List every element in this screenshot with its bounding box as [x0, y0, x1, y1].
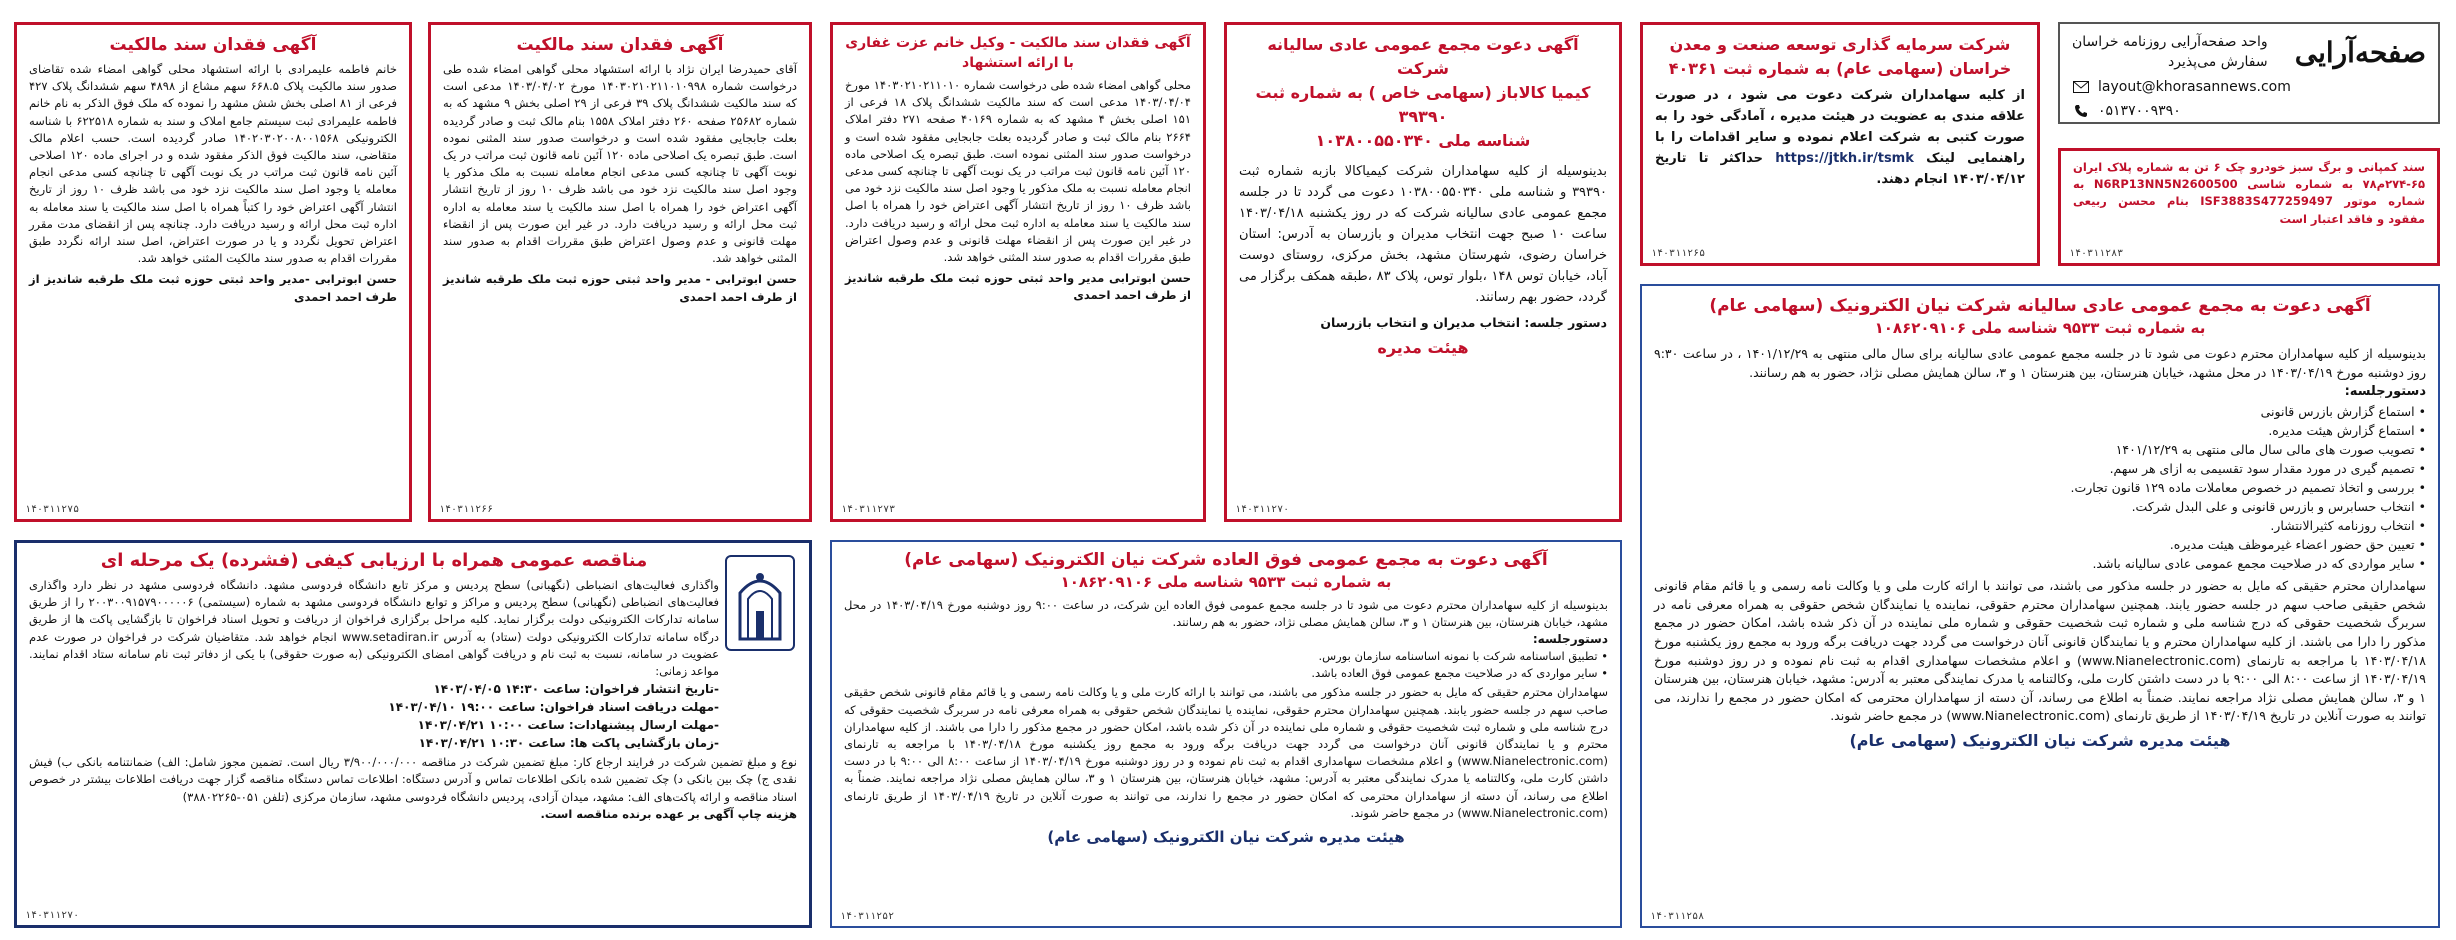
- tender-body: واگذاری فعالیت‌های انضباطی (نگهبانی) سطح پردیس و مرکز تابع دانشگاه فردوسی مشهد. دانشگاه فردوسی مشهد در نظر دارد واگذاری فعالیت‌های انضباطی (نگهبانی) سطح پردیس و مراکز و توابع دانشگاه فردوسی مشهد به شماره (سیستمی) ۲۰۰۳۰۰۹۱۵۷۹۰۰۰۰۰۶ را از طریق سامانه تدارکات الکترونیکی دولت برگزار نماید. کلیه مراحل برگزاری فراخوان از دریافت و تحویل اسناد فراخوان تا بازگشایی پاکت ها از طریق درگاه سامانه تدارکات الکترونیکی دولت (ستاد) به آدرس www.setadiran.ir انجام خواهد شد. متقاضیان شرکت در فراخوان در صورت عدم عضویت در سامانه، نسبت به ثبت نام و دریافت گواهی امضای الکترونیکی (به صورت حقوقی) با یکی از دفاتر ثبت نام سامانه ستاد اقدام نمایند. مواعد زمانی:: [29, 578, 719, 679]
- ad-code: ۱۴۰۳۱۱۲۶۵: [1651, 248, 1706, 259]
- nian-ordinary-meeting-ad: [1640, 284, 2440, 928]
- lost-vehicle-line1: سند کمپانی و برگ سبز خودرو چک ۶ تن به شماره پلاک ایران ۶۵-۲۷۴م۷۸ به شماره شاسی: [2073, 160, 2425, 192]
- lost-deed-1-sign: حسن ابوترابی مدیر واحد ثبتی حوزه ثبت ملک طرقبه شاندیز از طرف احمد احمدی: [845, 271, 1191, 303]
- lost-vehicle-text: [2073, 159, 2425, 228]
- ad-code: ۱۴۰۳۱۱۲۸۳: [2069, 248, 2124, 259]
- nian-extra-title: آگهی دعوت به مجمع عمومی فوق العاده شرکت نیان الکترونیک (سهامی عام): [904, 550, 1548, 570]
- tender-title: مناقصه عمومی همراه با ارزیابی کیفی (فشرده) یک مرحله ای: [100, 550, 648, 571]
- nian-extra-reg: به شماره ثبت ۹۵۳۳ شناسه ملی ۱۰۸۶۲۰۹۱۰۶: [1060, 573, 1392, 591]
- lost-deed-ad-3: [14, 22, 412, 522]
- kimia-signature: هیئت مدیره: [1377, 337, 1469, 357]
- lost-deed-ad-1: [830, 22, 1206, 522]
- lost-deed-3-title: آگهی فقدان سند مالکیت: [109, 35, 317, 55]
- layout-service-ad: [2058, 22, 2440, 124]
- kimia-title-1: آگهی دعوت مجمع عمومی عادی سالیانه شرکت: [1267, 35, 1579, 78]
- nian-extraordinary-meeting-ad: [830, 540, 1622, 928]
- nian-extra-signature: هیئت مدیره شرکت نیان الکترونیک (سهامی عام): [1047, 828, 1405, 847]
- tender-date-label: -مهلت دریافت اسناد فراخوان:: [539, 700, 719, 715]
- nian-ordinary-agenda-label: دستورجلسه:: [2344, 384, 2426, 400]
- email-row: [2072, 78, 2426, 96]
- email-text[interactable]: layout@khorasannews.com: [2098, 79, 2291, 95]
- nian-ordinary-signature: هیئت مدیره شرکت نیان الکترونیک (سهامی عام): [1849, 730, 2231, 750]
- lost-deed-3-body: خانم فاطمه علیمرادی با ارائه استشهاد محلی گواهی امضاء شده تقاضای صدور سند مالکیت پلاک ۶۶۸.۵ سهم مشاع از ۴۸۹۸ سهم ششدانگ پلاک ۴۲۷ فرعی از ۸۱ اصلی بخش شش مشهد را نموده که ملک فوق الذکر به نام خانم فاطمه علیمرادی ثبت سیستم جامع املاک و سند به شماره ۶۲۲۵۱۸ با شناسه الکترونیکی ۱۴۰۲۰۳۰۲۰۰۸۰۰۱۵۶۸ صادر گردیده است. حسب اعلام مالک متقاضی، سند مالکیت فوق الذکر مفقود شده و در اجرای ماده ۱۲۰ اصلاحی آئین نامه قانون ثبت مراتب در یک نوبت آگهی تا چنانچه کسی مدعی انجام معامله یا وجود اصل سند مالکیت نزد خود می باشد ظرف ۱۰ روز از تاریخ انتشار آگهی اعتراض خود را کتباً همراه با اصل سند مالکیت یا سند معامله به اداره ثبت محل ارائه و رسید دریافت دارد. چنانچه پس از انقضای مدت مقرر اعتراض تحویل نگردد و یا در صورت اعتراض، اصل سند ارائه نگردد طبق مقررات اقدام به صدور سند مالکیت المثنی خواهد شد.: [29, 62, 398, 266]
- agenda-item: • تصویب صورت های مالی سال مالی منتهی به ۱۴۰۱/۱۲/۲۹: [1654, 440, 2426, 459]
- university-logo-icon: [725, 555, 795, 651]
- tender-ad: [14, 540, 812, 928]
- lost-deed-1-body: محلی گواهی امضاء شده طی درخواست شماره ۱۴۰۳۰۲۱۰۲۱۱۰۱۰ مورخ ۱۴۰۳/۰۴/۰۴ مدعی است که سند مالکیت ششدانگ پلاک ۱۸ فرعی از ۱۵۱ اصلی بخش ۴ مشهد که به شماره ۴۰۱۶۹ صفحه ۲۷۱ دفتر املاک ۲۶۶۴ بنام مالک ثبت و صادر گردیده بعلت جابجایی مفقود شده است و درخواست صدور سند المثنی نموده است. طبق تبصره یک اصلاحی ماده ۱۲۰ آئین نامه قانون ثبت مراتب در یک نوبت آگهی تا چنانچه کسی مدعی انجام معامله نسبت به ملک مذکور یا وجود اصل سند مالکیت نزد خود می باشد ظرف ۱۰ روز از تاریخ انتشار آگهی اعتراض خود را همراه با اصل سند مالکیت یا سند معامله به اداره ثبت محل ارائه و رسید دریافت دارد. در غیر این صورت پس از انقضاء مهلت قانونی و عدم وصول اعتراض طبق مقررات اقدام به صدور سند المثنی خواهد شد.: [845, 78, 1192, 265]
- agenda-item: • تطبیق اساسنامه شرکت با نمونه اساسنامه سازمان بورس.: [844, 648, 1608, 665]
- mining-text: [1655, 85, 2025, 190]
- mining-text-main: از کلیه سهامداران شرکت دعوت می شود ، در صورت علاقه مندی به عضویت در هیئت مدیره ، آمادگی خود را به صورت کتبی به شرکت اعلام نموده و سایر اقدامات را با راهنمایی لینک: [1655, 88, 2026, 166]
- tender-date-row: [29, 698, 719, 716]
- mining-link[interactable]: https://jtkh.ir/tsmk: [1775, 151, 1914, 166]
- nian-extra-agenda-label: دستورجلسه:: [1532, 632, 1608, 647]
- tender-footer: هزینه چاپ آگهی بر عهده برنده مناقصه است.: [540, 806, 797, 821]
- kimia-agenda: [1239, 314, 1607, 333]
- nian-extra-intro: بدینوسیله از کلیه سهامداران محترم دعوت می شود تا در جلسه مجمع عمومی فوق العاده این شرکت، در ساعت ۹:۰۰ روز دوشنبه مورخ ۱۴۰۳/۰۴/۱۹ در محل مشهد، خیابان هنرستان، بین هنرستان ۱ و ۳، سالن همایش مصلی نژاد، حضور به هم رسانند.: [844, 598, 1609, 630]
- agenda-item: • سایر مواردی که در صلاحیت مجمع عمومی عادی سالیانه باشد.: [1654, 554, 2426, 573]
- tender-date-row: [29, 680, 719, 698]
- agenda-item: • استماع گزارش هیئت مدیره.: [1654, 421, 2426, 440]
- ad-code: ۱۴۰۳۱۱۲۷۰: [25, 910, 80, 921]
- nian-ordinary-intro: بدینوسیله از کلیه سهامداران محترم دعوت می شود تا در جلسه مجمع عمومی عادی سالیانه برای سال مالی منتهی به ۱۴۰۱/۱۲/۲۹ ، در ساعت ۹:۳۰ روز دوشنبه مورخ ۱۴۰۳/۰۴/۱۹ در محل مشهد، خیابان هنرستان، بین هنرستان ۱ و ۳، سالن همایش مصلی نژاد، حضور به هم رسانند.: [1654, 346, 2426, 380]
- lost-vehicle-document-ad: [2058, 148, 2440, 266]
- lost-deed-1-title: آگهی فقدان سند مالکیت - وکیل خانم عزت غفاری با ارائه استشهاد: [845, 35, 1191, 71]
- tender-date-value: ۱۴۰۳/۰۴/۱۰ ساعت ۱۹:۰۰: [388, 700, 536, 715]
- agenda-item: • انتخاب روزنامه کثیرالانتشار.: [1654, 516, 2426, 535]
- kimia-agenda-text: انتخاب مدیران و انتخاب بازرسان: [1320, 315, 1521, 330]
- agenda-item: • تصمیم گیری در مورد مقدار سود تقسیمی به ازای هر سهم.: [1654, 459, 2426, 478]
- agenda-item: • انتخاب حسابرس و بازرس قانونی و علی البدل شرکت.: [1654, 497, 2426, 516]
- lost-deed-2-body: آقای حمیدرضا ایران نژاد با ارائه استشهاد محلی گواهی امضاء شده طی درخواست شماره ۱۴۰۳۰۲۱۰۲۱۱۰۱۰۹۹۸ مورخ ۱۴۰۳/۰۴/۰۲ مدعی است که سند مالکیت ششدانگ پلاک ۳۹ فرعی از ۲۹ اصلی بخش ۹ مشهد که به شماره ۲۵۶۸۲ صفحه ۲۶۰ دفتر املاک ۱۵۵۸ بنام مالک ثبت و صادر گردیده بعلت جابجایی مفقود شده است و درخواست صدور سند المثنی نموده است. طبق تبصره یک اصلاحی ماده ۱۲۰ آئین نامه قانون ثبت مراتب در یک نوبت آگهی تا چنانچه کسی مدعی انجام معامله نسبت به ملک مذکور یا وجود اصل سند مالکیت نزد خود می باشد ظرف ۱۰ روز از تاریخ انتشار آگهی اعتراض خود را همراه با اصل سند مالکیت یا سند معامله به اداره ثبت محل ارائه و رسید دریافت دارد. در غیر این صورت پس از انقضاء مهلت قانونی و عدم وصول اعتراض طبق مقررات اقدام به صدور سند المثنی خواهد شد.: [443, 62, 798, 266]
- lost-deed-2-title: آگهی فقدان سند مالکیت: [516, 35, 724, 55]
- tender-date-row: [29, 734, 719, 752]
- nian-ordinary-agenda: [1654, 402, 2426, 573]
- lost-vehicle-line3: بنام محسن ربیعی مفقود و فاقد اعتبار است: [2073, 194, 2425, 226]
- tender-date-label: -زمان بازگشایی پاکت ها:: [569, 736, 719, 751]
- tender-date-value: ۱۴۰۳/۰۴/۲۱ ساعت ۱۰:۳۰: [418, 736, 566, 751]
- kimia-title-3: شناسه ملی ۱۰۳۸۰۰۵۵۰۳۴۰: [1315, 131, 1531, 150]
- nian-ordinary-reg: به شماره ثبت ۹۵۳۳ شناسه ملی ۱۰۸۶۲۰۹۱۰۶: [1874, 319, 2206, 337]
- email-icon: [2072, 78, 2090, 96]
- tender-date-label: -تاریخ انتشار فراخوان:: [584, 682, 719, 697]
- kimia-agenda-label: دستور جلسه:: [1524, 315, 1607, 330]
- nian-ordinary-title: آگهی دعوت به مجمع عمومی عادی سالیانه شرکت نیان الکترونیک (سهامی عام): [1709, 296, 2371, 316]
- ad-code: ۱۴۰۳۱۱۲۷۵: [25, 504, 80, 515]
- kimia-kalabaz-ad: [1224, 22, 1622, 522]
- nian-extra-body: سهامداران محترم حقیقی که مایل به حضور در جلسه مذکور می باشند، می توانند با ارائه کارت ملی و یا وکالت نامه رسمی و یا قائم مقام قانونی شخص حقیقی صاحب سهم در جلسه حضور یابند. همچنین سهامداران محترم حقوقی، نماینده یا نمایندگان شخص حقوقی به همراه معرفی نامه در سربرگ شخصیت حقوقی که درج شناسه ملی و شماره ثبت شخصیت حقوقی و شماره ملی نماینده در آن ذکر شده باشد، امکان حضور در مجمع مذکور را دارا می باشند. از کلیه سهامداران محترم و یا نمایندگان قانونی آنان درخواست می گردد جهت دریافت برگه ورود به مجمع روز یکشنبه مورخ ۱۴۰۳/۰۴/۱۸ با مراجعه به تارنمای (www.Nianelectronic.com) و اعلام مشخصات سهامداری اقدام به ثبت نام نموده و در روز دوشنبه مورخ ۱۴۰۳/۰۴/۱۹ از ساعت ۸:۰۰ الی ۹:۰۰ با در دست داشتن کارت ملی، وکالتنامه یا مدرک نمایندگی معتبر به آدرس: مشهد، خیابان هنرستان، بین هنرستان ۱ و ۳، سالن همایش مصلی نژاد مراجعه نمایند. ضمناً به اطلاع می رساند، آن دسته از سهامداران محترمی که امکان حضور در مجمع را ندارند، می توانند به صورت آنلاین در تاریخ ۱۴۰۳/۰۴/۱۹ از طریق تارنمای (www.Nianelectronic.com) در مجمع حاضر شوند.: [844, 685, 1609, 820]
- agenda-item: • استماع گزارش بازرس قانونی: [1654, 402, 2426, 421]
- nian-ordinary-body: سهامداران محترم حقیقی که مایل به حضور در جلسه مذکور می باشند، می توانند با ارائه کارت ملی و یا وکالت نامه رسمی و یا قائم مقام قانونی شخص حقیقی صاحب سهم در جلسه حضور یابند. همچنین سهامداران محترم حقوقی، نماینده یا نمایندگان شخص حقوقی به همراه معرفی نامه در سربرگ شخصیت حقوقی که درج شناسه ملی و شماره ثبت شخصیت حقوقی و شماره ملی نماینده در آن ذکر شده باشد، امکان حضور در مجمع مذکور را دارا می باشند. از کلیه سهامداران محترم و یا نمایندگان قانونی آنان درخواست می گردد جهت دریافت برگه ورود به مجمع روز یکشنبه مورخ ۱۴۰۳/۰۴/۱۸ با مراجعه به تارنمای (www.Nianelectronic.com) و اعلام مشخصات سهامداری اقدام به ثبت نام نموده و در روز دوشنبه مورخ ۱۴۰۳/۰۴/۱۹ از ساعت ۸:۰۰ الی ۹:۰۰ با در دست داشتن کارت ملی، وکالتنامه یا مدرک نمایندگی معتبر به آدرس: مشهد، خیابان هنرستان، بین هنرستان ۱ و ۳، سالن همایش مصلی نژاد مراجعه نمایند. ضمناً به اطلاع می رساند، آن دسته از سهامداران محترمی که امکان حضور در مجمع را ندارند، می توانند به صورت آنلاین در تاریخ ۱۴۰۳/۰۴/۱۹ از طریق تارنمای (www.Nianelectronic.com) در مجمع حاضر شوند.: [1654, 578, 2427, 724]
- tender-date-row: [29, 716, 719, 734]
- mining-investment-ad: [1640, 22, 2040, 266]
- lost-deed-ad-2: [428, 22, 812, 522]
- ad-code: ۱۴۰۳۱۱۲۵۲: [840, 911, 895, 922]
- ad-code: ۱۴۰۳۱۱۲۶۶: [439, 504, 494, 515]
- lost-deed-3-sign: حسن ابوترابی -مدیر واحد ثبتی حوزه ثبت ملک طرقبه شاندیز از طرف احمد احمدی: [29, 272, 397, 304]
- brand-desc: [2072, 32, 2268, 72]
- tender-date-label: -مهلت ارسال پیشنهادات:: [568, 718, 719, 733]
- kimia-title-2: کیمیا کالاباز (سهامی خاص ) به شماره ثبت ۳۹۳۹۰: [1255, 83, 1591, 126]
- phone-icon: [2072, 102, 2090, 120]
- agenda-item: • سایر مواردی که در صلاحیت مجمع عمومی فوق العاده باشد.: [844, 665, 1608, 682]
- phone-row: [2072, 102, 2426, 120]
- agenda-item: • بررسی و اتخاذ تصمیم در خصوص معاملات ماده ۱۲۹ قانون تجارت.: [1654, 478, 2426, 497]
- lost-deed-2-sign: حسن ابوترابی - مدیر واحد ثبتی حوزه ثبت ملک طرقبه شاندیز از طرف احمد احمدی: [443, 272, 797, 304]
- brand-title: صفحه‌آرایی: [2294, 35, 2426, 69]
- mining-title-2: خراسان (سهامی عام) به شماره ثبت ۴۰۳۶۱: [1668, 59, 2012, 78]
- mining-title-1: شرکت سرمایه گذاری توسعه صنعت و معدن: [1669, 35, 2011, 54]
- lost-vehicle-line2: به شماره موتور: [2073, 177, 2426, 209]
- brand-desc-line1: واحد صفحه‌آرایی روزنامه خراسان: [2072, 34, 2268, 50]
- brand-desc-line2: سفارش می‌پذیرد: [2167, 54, 2268, 70]
- agenda-item: • تعیین حق حضور اعضاء غیرموظف هیئت مدیره.: [1654, 535, 2426, 554]
- tender-date-value: ۱۴۰۳/۰۴/۰۵ ساعت ۱۴:۳۰: [433, 682, 581, 697]
- tender-date-value: ۱۴۰۳/۰۴/۲۱ ساعت ۱۰:۰۰: [417, 718, 565, 733]
- nian-extra-agenda: [844, 648, 1608, 682]
- tender-dates: [29, 680, 719, 752]
- kimia-body: بدینوسیله از کلیه سهامداران شرکت کیمیاکالا بازبه شماره ثبت ۳۹۳۹۰ و شناسه ملی ۱۰۳۸۰۰۵۵۰۳۴۰ دعوت می گردد تا در جلسه مجمع عمومی عادی سالیانه شرکت که در روز یکشنبه ۱۴۰۳/۰۴/۱۸ ساعت ۱۰ صبح جهت انتخاب مدیران و بازرسان به آدرس: استان خراسان رضوی، شهرستان مشهد، بخش مرکزی، روستای دوست آباد، خیابان توس ۱۴۸ ،بلوار توس، پلاک ۸۳ ،طبقه همکف برگزار می گردد، حضور بهم رسانند.: [1239, 164, 1607, 305]
- mining-text-deadline: حداکثر تا تاریخ ۱۴۰۳/۰۴/۱۲ انجام دهند.: [1655, 151, 2025, 187]
- phone-text[interactable]: ۰۵۱۳۷۰۰۹۳۹۰: [2098, 103, 2181, 119]
- engine-number: ISF3883S477259497: [2200, 194, 2333, 209]
- ad-code: ۱۴۰۳۱۱۲۵۸: [1650, 911, 1705, 922]
- ad-code: ۱۴۰۳۱۱۲۷۳: [841, 504, 896, 515]
- ad-code: ۱۴۰۳۱۱۲۷۰: [1235, 504, 1290, 515]
- chassis-number: N6RP13NN5N2600500: [2093, 177, 2238, 192]
- tender-guarantee: نوع و مبلغ تضمین شرکت در فرایند ارجاع کار: مبلغ تضمین شرکت در مناقصه ۳/۹۰۰/۰۰۰/۰۰۰ ریال است. تضمین مجوز شامل: الف) ضمانتنامه بانکی ب) فیش نقدی ج) چک بین بانکی د) چک تضمین شده بانکی اطلاعات تماس و آدرس دستگاه: اطلاعات تماس دستگاه مناقصه گزار جهت دریافت اطلاعات بیشتر در خصوص اسناد مناقصه و ارائه پاکت‌های الف: مشهد، میدان آزادی، پردیس دانشگاه فردوسی مشهد، سازمان مرکزی (تلفن ۰۵۱-۳۸۸۰۲۲۶۵): [29, 755, 797, 804]
